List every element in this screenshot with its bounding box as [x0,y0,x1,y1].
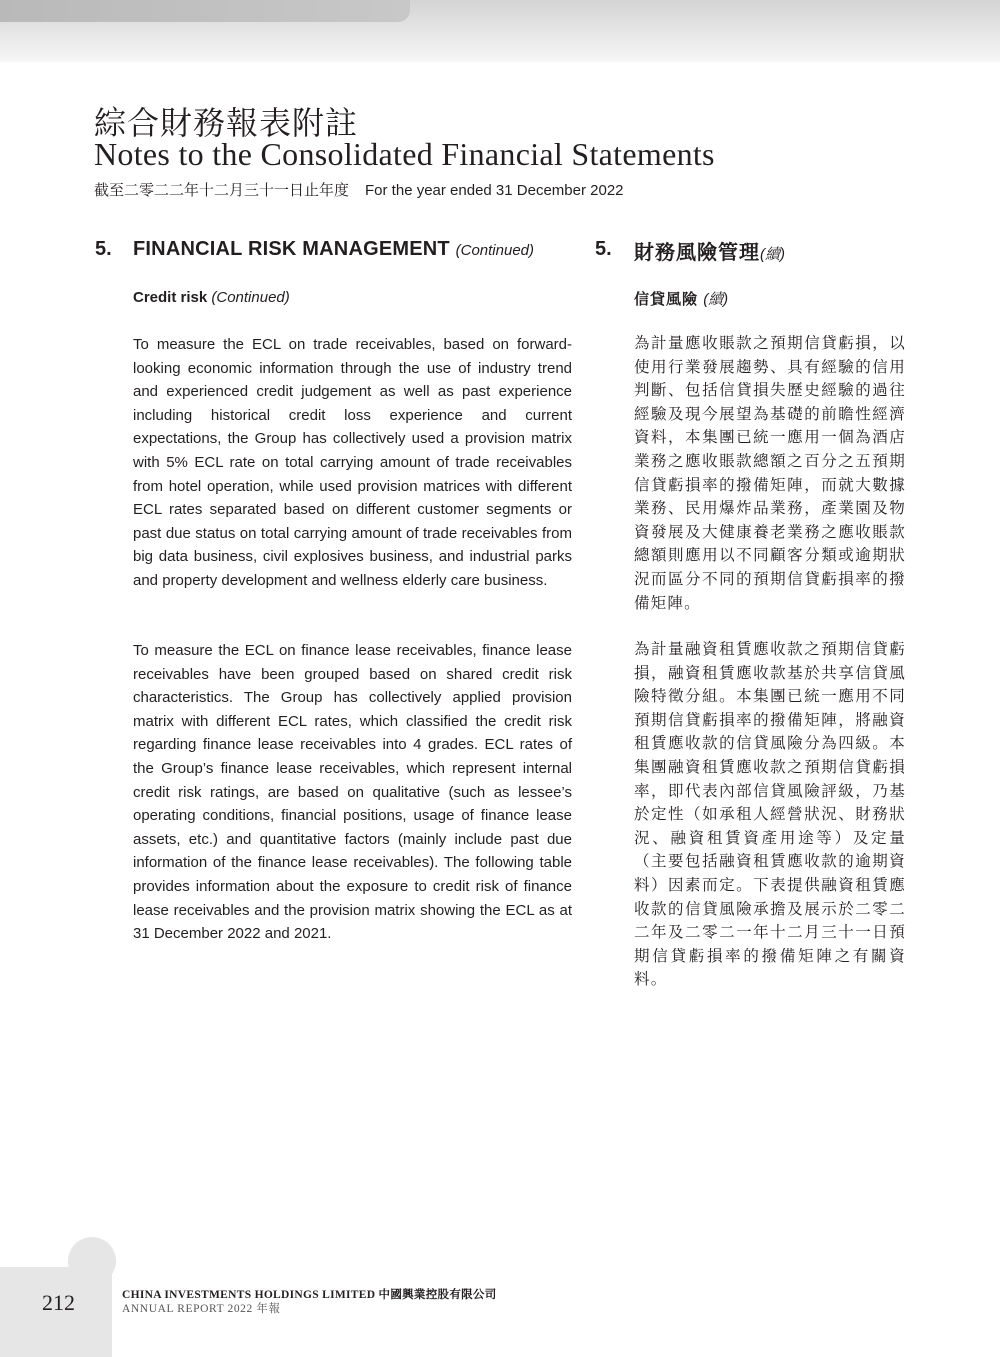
subsection-heading-en [133,289,290,306]
period-line [94,179,624,200]
section-continued-en: (Continued) [455,242,535,259]
subsection-heading-zh [634,288,728,309]
footer-report: ANNUAL REPORT 2022 年報 [122,1303,281,1315]
page-number: 212 [42,1290,75,1315]
section-number-zh: 5. [595,238,612,260]
period-en: For the year ended 31 December 2022 [365,182,624,199]
page-title-en: Notes to the Consolidated Financial Statements [94,136,715,172]
subsection-title-en: Credit risk [133,289,208,306]
section-title-zh: 財務風險管理 [634,242,760,264]
subsection-continued-en: (Continued) [211,289,290,306]
paragraph-zh-trade-receivables: 為計量應收賬款之預期信貸虧損，以使用行業發展趨勢、具有經驗的信用判斷、包括信貸損失歷史經驗的過往經驗及現今展望為基礎的前瞻性經濟資料，本集團已統一應用一個為酒店業務之應收賬款總額之百分之五預期信貸虧損率的撥備矩陣，而就大數據業務、民用爆炸品業務，產業園及物資發展及大健康養老業務之應收賬款總額則應用以不同顧客分類或逾期狀況而區分不同的預期信貸虧損率的撥備矩陣。 [634,334,906,612]
subsection-continued-zh: (續) [703,291,729,308]
section-heading-en [133,238,534,261]
header-band-accent [0,0,410,22]
footer-company: CHINA INVESTMENTS HOLDINGS LIMITED 中國興業控股有限公司 [122,1289,497,1301]
paragraph-en-finance-lease: To measure the ECL on finance lease receivables, finance lease receivables have been grouped based on shared credit risk characteristics. The Group has collectively applied provision matrix with different ECL rates, which classified the credit risk regarding finance lease receivables into 4 grades. ECL rates of the Group’s finance lease receivables, which represent internal credit risk ratings, are based on qualitative (such as lessee’s operating conditions, financial positions, usage of finance lease assets, etc.) and quantitative factors (mainly include past due information of the finance lease receivables). The following table provides information about the exposure to credit risk of finance lease receivables and the provision matrix showing the ECL as at 31 December 2022 and 2021. [133,642,572,943]
period-zh: 截至二零二二年十二月三十一日止年度 [94,182,350,199]
section-title-en: FINANCIAL RISK MANAGEMENT [133,238,450,260]
paragraph-en-trade-receivables: To measure the ECL on trade receivables, based on forward-looking economic information through the use of industry trend and experienced credit judgement as well as past experience including historical credit loss experience and current expectations, the Group has collectively used a provision matrix with 5% ECL rate on total carrying amount of trade receivables from hotel operation, while used provision matrices with different ECL rates separated based on different customer segments or past due status on total carrying amount of trade receivables from big data business, civil explosives business, and industrial parks and property development and wellness elderly care business. [133,336,572,589]
section-number-en: 5. [95,238,112,260]
section-continued-zh: (續) [760,246,785,263]
paragraph-zh-finance-lease: 為計量融資租賃應收款之預期信貸虧損，融資租賃應收款基於共享信貸風險特徵分組。本集團已統一應用不同預期信貸虧損率的撥備矩陣，將融資租賃應收款的信貸風險分為四級。本集團融資租賃應收款之預期信貸虧損率，即代表內部信貸風險評級，乃基於定性（如承租人經營狀況、財務狀況、融資租賃資產用途等）及定量（主要包括融資租賃應收款的逾期資料）因素而定。下表提供融資租賃應收款的信貸風險承擔及展示於二零二二年及二零二一年十二月三十一日預期信貸虧損率的撥備矩陣之有關資料。 [634,640,906,989]
subsection-title-zh: 信貸風險 [634,291,699,308]
section-heading-zh [634,236,785,265]
page-title-zh: 綜合財務報表附註 [94,104,359,142]
